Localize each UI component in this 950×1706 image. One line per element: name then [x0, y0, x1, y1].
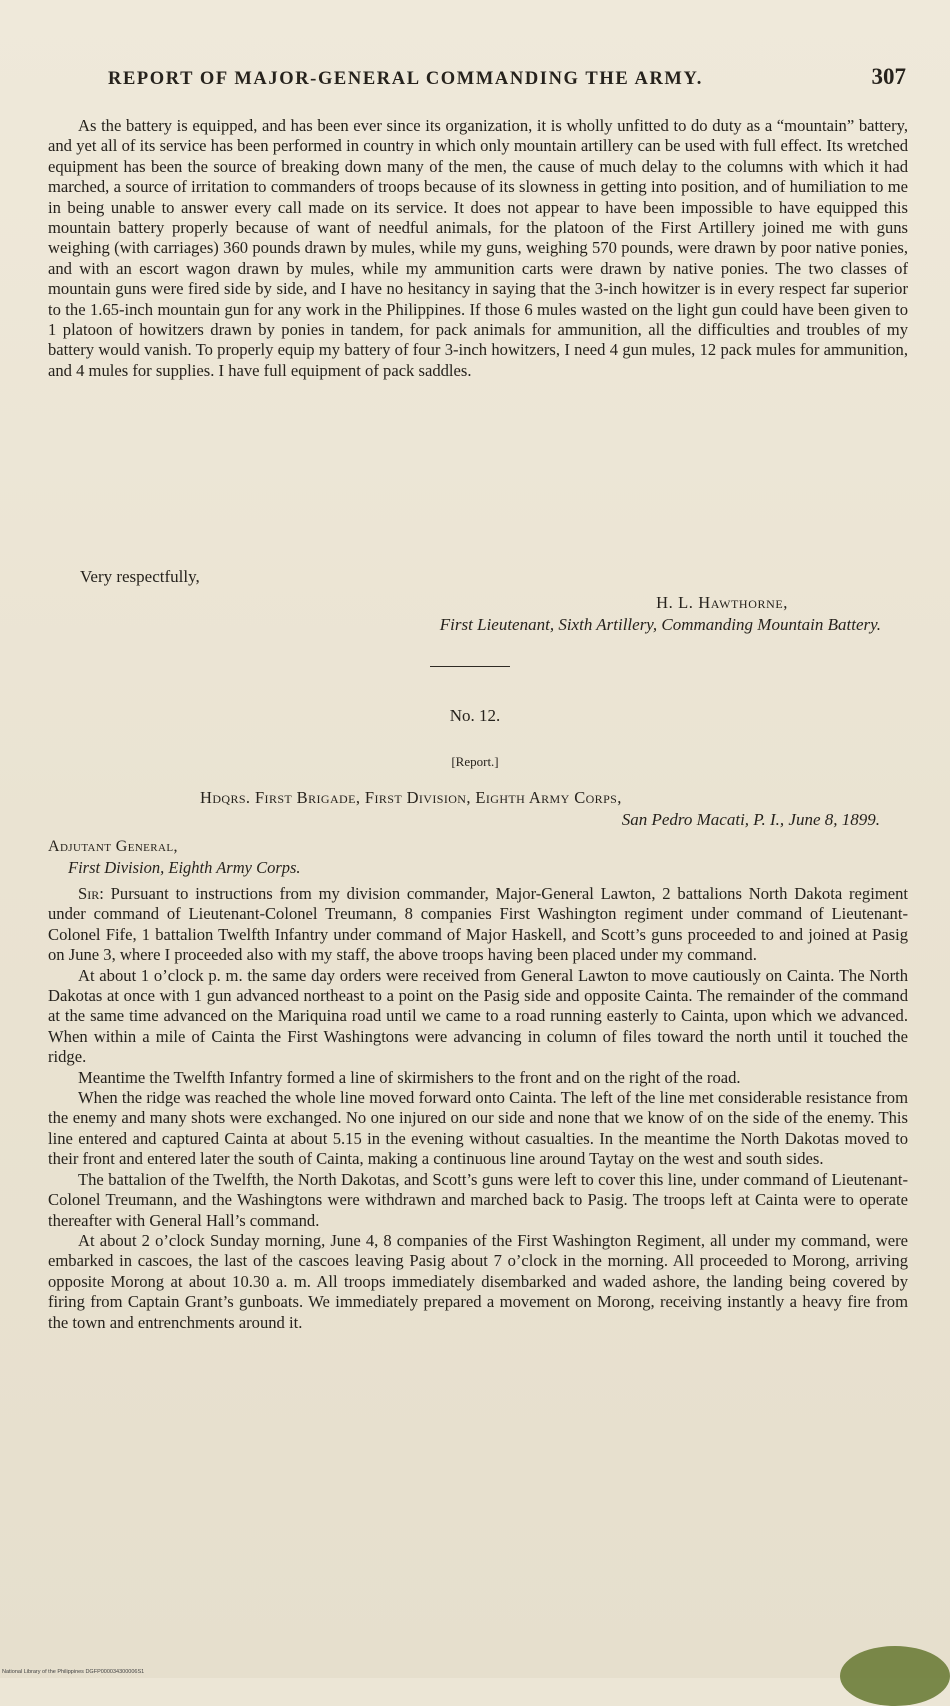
report-number: No. 12. — [449, 706, 501, 725]
closing: Very respectfully, — [80, 567, 200, 586]
running-title: REPORT OF MAJOR-GENERAL COMMANDING THE ARMY. — [108, 69, 703, 89]
signature-title: First Lieutenant, Sixth Artillery, Commanding Mountain Battery. — [439, 615, 881, 634]
paragraph: At about 1 o’clock p. m. the same day orders were received from General Lawton to move cautiously on Cainta. The North Dakotas at once with 1 gun advanced northeast to a point on the Pasig side and opposite Cainta. The remainder of the command at the same time advanced on the Mariquina road until we came to a road running easterly to Cainta, upon which we advanced. When within a mile of Cainta the First Washingtons were advancing in column of files toward the north until it touched the ridge. — [48, 965, 908, 1067]
report-label: [Report.] — [451, 754, 499, 769]
report-11-body — [48, 116, 908, 381]
paragraph: When the ridge was reached the whole line moved forward onto Cainta. The left of the line met considerable resistance from the enemy and many shots were exchanged. No one injured on our side and none that we know of on the side of the enemy. This line entered and captured Cainta at about 5.15 in the evening without casualties. In the meantime the North Dakotas moved to their front and entered later the south of Cainta, making a continuous line around Taytay on the west and south sides. — [48, 1088, 908, 1169]
running-header — [108, 64, 906, 90]
scanner-thumb-shadow — [840, 1646, 950, 1706]
place-date: San Pedro Macati, P. I., June 8, 1899. — [621, 810, 880, 829]
addressee: Adjutant General, — [48, 838, 178, 855]
signature-name: H. L. Hawthorne, — [656, 593, 788, 612]
paragraph: The battalion of the Twelfth, the North Dakotas, and Scott’s guns were left to cover this line, under command of Lieutenant-Colonel Treumann, and the Washingtons were withdrawn and marched back to Pasig. The troops left at Cainta were to operate thereafter with General Hall’s command. — [48, 1169, 908, 1230]
headquarters-line: Hdqrs. First Brigade, First Division, Eighth Army Corps, — [200, 788, 622, 807]
scan-footer: National Library of the Philippines DGFP000034300006S1 — [2, 1669, 145, 1675]
paragraph — [48, 884, 908, 966]
paragraph: As the battery is equipped, and has been ever since its organization, it is wholly unfitted to do duty as a “mountain” battery, and yet all of its service has been performed in country in which only mountain artillery can be used with full effect. Its wretched equipment has been the source of breaking down many of the men, the cause of much delay to the columns with which it had marched, a source of irritation to commanders of troops because of its slowness in getting into position, and of humiliation to me in being unable to answer every call made on its service. It does not appear to have been impossible to have equipped this mountain battery properly because of want of needful animals, for the platoon of the First Artillery joined me with guns weighing (with carriages) 360 pounds drawn by mules, while my guns, weighing 570 pounds, were drawn by poor native ponies, and with an escort wagon drawn by mules, while my ammunition carts were drawn by native ponies. The two classes of mountain guns were fired side by side, and I have no hesitancy in saying that the 3-inch howitzer is in every respect far superior to the 1.65-inch mountain gun for any work in the Philippines. If those 6 mules wasted on the light gun could have been given to 1 platoon of howitzers drawn by ponies in tandem, for pack animals for ammunition, all the difficulties and troubles of my battery would vanish. To properly equip my battery of four 3-inch howitzers, I need 4 gun mules, 12 pack mules for ammunition, and 4 mules for supplies. I have full equipment of pack saddles. — [48, 116, 908, 380]
salutation: Sir: — [78, 884, 104, 903]
page-number: 307 — [871, 64, 906, 89]
paragraph-text: Pursuant to instructions from my division commander, Major-General Lawton, 2 battalions North Dakota regiment under command of Lieutenant-Colonel Treumann, 8 companies First Washington regiment under command of Lieutenant-Colonel Fife, 1 battalion Twelfth Infantry under command of Major Haskell, and Scott’s guns proceeded to and joined at Pasig on June 3, where I proceeded also with my staff, the above troops having been placed under my command. — [48, 884, 908, 965]
section-divider — [430, 666, 510, 667]
report-12-body — [48, 884, 908, 1333]
addressee-unit: First Division, Eighth Army Corps. — [68, 858, 301, 877]
paragraph: Meantime the Twelfth Infantry formed a line of skirmishers to the front and on the right of the road. — [78, 1067, 741, 1087]
paragraph: At about 2 o’clock Sunday morning, June 4, 8 companies of the First Washington Regiment, all under my command, were embarked in cascoes, the last of the cascoes leaving Pasig about 7 o’clock in the morning. All proceeded to Morong, arriving opposite Morong at about 10.30 a. m. All troops immediately disembarked and waded ashore, the landing being covered by firing from Captain Grant’s gunboats. We immediately prepared a movement on Morong, receiving instantly a heavy fire from the town and entrenchments around it. — [48, 1230, 908, 1332]
